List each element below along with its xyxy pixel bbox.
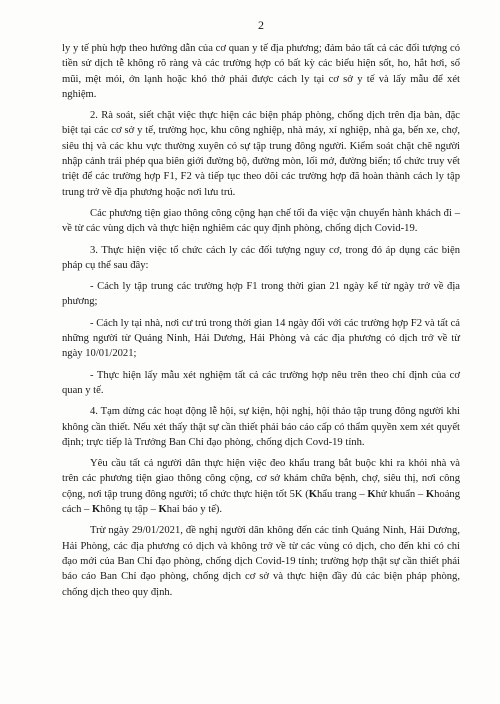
- 5k-letter-3: K: [425, 488, 435, 500]
- paragraph-mask-5k: [62, 456, 460, 517]
- paragraph-item-4: 4. Tạm dừng các hoạt động lễ hội, sự kiện, hội nghị, hội thảo tập trung đông người khi không cần thiết. Nếu xét thấy thật sự cần thiết phải báo cáo cấp có thẩm quyền xem xét quyết định; trực tiếp là Trưởng Ban Chỉ đạo phòng, chống dịch Covd-19 tỉnh.: [62, 406, 460, 448]
- 5k-letter-5: K: [158, 504, 167, 516]
- 5k-text-5: hai báo y tế).: [166, 504, 223, 516]
- 5k-text-1: hẩu trang –: [316, 488, 368, 500]
- paragraph-item-3: 3. Thực hiện việc tổ chức cách ly các đối tượng nguy cơ, trong đó áp dụng các biện pháp cụ thể sau đây:: [62, 244, 460, 271]
- bullet-home-quarantine: - Cách ly tại nhà, nơi cư trú trong thời gian 14 ngày đối với các trường hợp F2 và tất cả những người từ Quảng Ninh, Hải Dương, Hải Phòng và các địa phương có dịch trở về từ ngày 10/01/2021;: [62, 317, 460, 360]
- 5k-letter-1: K: [308, 488, 317, 500]
- bullet-f1-quarantine: - Cách ly tập trung các trường hợp F1 trong thời gian 21 ngày kể từ ngày trở về địa phương;: [62, 281, 460, 308]
- paragraph-item-2: 2. Rà soát, siết chặt việc thực hiện các biện pháp phòng, chống dịch trên địa bàn, đặc biệt tại các cơ sở y tế, trường học, khu công nghiệp, nhà máy, xí nghiệp, nhà ga, bến xe, chợ, siêu thị và các khu vực thường xuyên có sự tập trung đông người. Kiểm soát chặt chẽ người nhập cảnh trái phép qua biên giới đường bộ, đường mòn, lối mở, đường biển; tổ chức truy vết triệt để các trường hợp F1, F2 và tiếp tục theo dõi các trường hợp đã hoàn thành cách ly tập trung trở về địa phương hoặc nơi lưu trú.: [62, 110, 460, 198]
- paragraph-travel-advisory: Trừ ngày 29/01/2021, đề nghị người dân không đến các tỉnh Quảng Ninh, Hải Dương, Hải Phòng, các địa phương có dịch và không trở về từ các vùng có dịch, cho đến khi có chỉ đạo mới của Ban Chỉ đạo phòng, chống dịch Covid-19 tỉnh; trường hợp thật sự cần thiết phải báo cáo Ban Chỉ đạo phòng, chống dịch cơ sở và thực hiện đầy đủ các biện pháp phòng, chống dịch theo quy định.: [62, 525, 460, 598]
- 5k-letter-2: K: [367, 488, 376, 500]
- paragraph-continuation: ly y tế phù hợp theo hướng dẫn của cơ quan y tế địa phương; đảm bảo tất cả các đối tượng có tiền sử dịch tễ không rõ ràng và các trường hợp có bất kỳ các biểu hiện sốt, ho, hắt hơi, sổ mũi, mệt mỏi, ớn lạnh hoặc khó thở phải được cách ly tại cơ sở y tế và lấy mẫu để xét nghiệm.: [62, 43, 460, 100]
- 5k-text-3: hoảng cách –: [62, 488, 461, 516]
- 5k-text-2: hử khuẩn –: [375, 488, 426, 500]
- page-number: 2: [258, 18, 264, 32]
- 5k-letter-4: K: [92, 504, 101, 516]
- mask-intro-text: Yêu cầu tất cả người dân thực hiện việc đeo khẩu trang bắt buộc khi ra khỏi nhà và trên các phương tiện giao thông công cộng, cơ sở khám chữa bệnh, chợ, siêu thị, nơi công cộng, nơi tập trung đông người; tổ chức thực hiện tốt 5K (: [62, 458, 460, 500]
- bullet-testing: - Thực hiện lấy mẫu xét nghiệm tất cả các trường hợp nêu trên theo chỉ định của cơ quan y tế.: [62, 369, 460, 396]
- 5k-text-4: hông tụ tập –: [100, 504, 159, 516]
- paragraph-public-transport: Các phương tiện giao thông công cộng hạn chế tối đa việc vận chuyển hành khách đi – về từ các vùng dịch và thực hiện nghiêm các quy định phòng, chống dịch Covid-19.: [62, 207, 460, 235]
